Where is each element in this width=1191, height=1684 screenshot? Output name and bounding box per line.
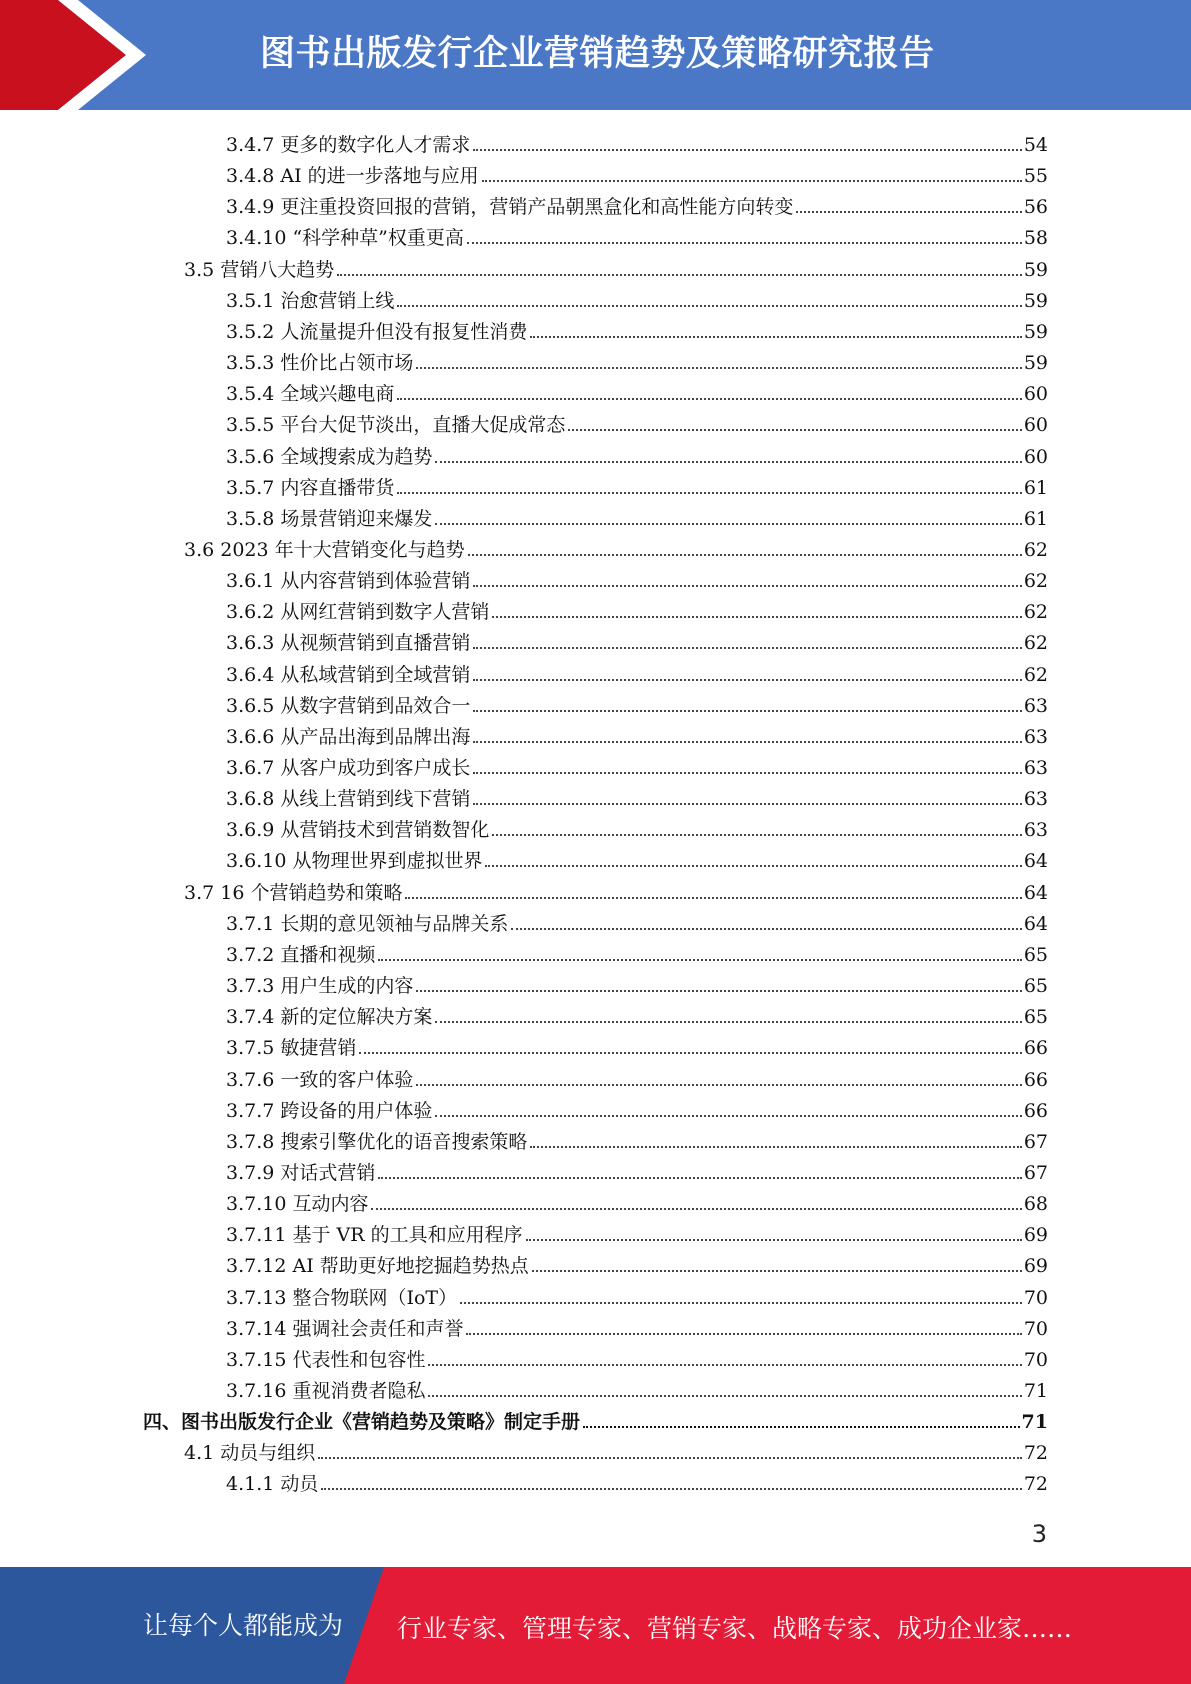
toc-entry[interactable]	[226, 1465, 1048, 1496]
toc-entry-page: 59	[1023, 352, 1048, 374]
toc-entry[interactable]	[184, 874, 1048, 905]
toc-entry-page: 70	[1023, 1349, 1048, 1371]
toc-entry-title: 3.6.8 从线上营销到线下营销	[226, 788, 471, 810]
dot-leader	[473, 585, 1021, 587]
dot-leader	[473, 647, 1021, 649]
toc-entry-title: 3.7.3 用户生成的内容	[226, 975, 414, 997]
toc-entry[interactable]	[226, 1061, 1048, 1092]
toc-entry-title: 3.5.3 性价比占领市场	[226, 352, 414, 374]
toc-entry-page: 59	[1023, 259, 1048, 281]
toc-entry[interactable]	[226, 375, 1048, 406]
toc-entry-title: 3.7.1 长期的意见领袖与品牌关系	[226, 913, 509, 935]
toc-entry-title: 3.7.12 AI 帮助更好地挖掘趋势热点	[226, 1255, 529, 1277]
toc-entry-page: 65	[1023, 975, 1048, 997]
dot-leader	[405, 897, 1021, 899]
dot-leader	[428, 1395, 1021, 1397]
page-header	[0, 0, 1191, 110]
toc-entry-title: 3.4.9 更注重投资回报的营销，营销产品朝黑盒化和高性能方向转变	[226, 196, 794, 218]
toc-entry-page: 72	[1023, 1473, 1048, 1495]
toc-entry-page: 55	[1023, 165, 1048, 187]
dot-leader	[511, 928, 1021, 930]
toc-entry-page: 66	[1023, 1100, 1048, 1122]
page-footer	[0, 1567, 1191, 1684]
toc-entry-page: 62	[1023, 570, 1048, 592]
dot-leader	[460, 1302, 1022, 1304]
dot-leader	[796, 211, 1021, 213]
dot-leader	[473, 741, 1021, 743]
dot-leader	[378, 1177, 1021, 1179]
toc-entry-title: 3.6.3 从视频营销到直播营销	[226, 632, 471, 654]
dot-leader	[397, 305, 1021, 307]
dot-leader	[568, 429, 1021, 431]
toc-entry-title: 3.4.8 AI 的进一步落地与应用	[226, 165, 479, 187]
toc-entry[interactable]	[226, 1372, 1048, 1403]
toc-entry-page: 63	[1023, 757, 1048, 779]
toc-entry-page: 70	[1023, 1287, 1048, 1309]
toc-entry[interactable]	[226, 500, 1048, 531]
toc-entry-title: 3.6.6 从产品出海到品牌出海	[226, 726, 471, 748]
toc-entry[interactable]	[226, 1247, 1048, 1278]
dot-leader	[467, 242, 1022, 244]
toc-entry-title: 3.7.7 跨设备的用户体验	[226, 1100, 433, 1122]
dot-leader	[371, 1208, 1021, 1210]
toc-entry-title: 3.7.15 代表性和包容性	[226, 1349, 426, 1371]
toc-entry[interactable]	[226, 438, 1048, 469]
toc-entry-page: 70	[1023, 1318, 1048, 1340]
toc-entry-title: 3.6.1 从内容营销到体验营销	[226, 570, 471, 592]
dot-leader	[583, 1426, 1020, 1428]
toc-entry-title: 3.5.4 全域兴趣电商	[226, 383, 395, 405]
toc-entry-title: 3.6.5 从数字营销到品效合一	[226, 695, 471, 717]
toc-entry-page: 61	[1023, 477, 1048, 499]
toc-entry[interactable]	[226, 313, 1048, 344]
toc-entry[interactable]	[226, 1341, 1048, 1372]
dot-leader	[473, 803, 1021, 805]
toc-entry-title: 3.6 2023 年十大营销变化与趋势	[184, 539, 465, 561]
dot-leader	[435, 523, 1021, 525]
toc-entry-page: 59	[1023, 321, 1048, 343]
toc-entry[interactable]	[226, 842, 1048, 873]
toc-entry-title: 4.1.1 动员	[226, 1473, 319, 1495]
toc-entry-page: 54	[1023, 134, 1048, 156]
toc-entry-page: 69	[1023, 1255, 1048, 1277]
toc-entry-page: 62	[1023, 664, 1048, 686]
dot-leader	[416, 990, 1021, 992]
dot-leader	[428, 1364, 1021, 1366]
toc-entry-page: 58	[1023, 227, 1048, 249]
toc-entry-title: 3.4.10 “科学种草”权重更高	[226, 227, 464, 249]
toc-entry[interactable]	[184, 531, 1048, 562]
toc-entry-title: 3.7.11 基于 VR 的工具和应用程序	[226, 1224, 523, 1246]
toc-entry-title: 四、图书出版发行企业《营销趋势及策略》制定手册	[143, 1411, 581, 1433]
dot-leader	[337, 274, 1022, 276]
toc-entry-page: 67	[1023, 1162, 1048, 1184]
dot-leader	[473, 710, 1021, 712]
toc-entry-title: 3.7.8 搜索引擎优化的语音搜索策略	[226, 1131, 528, 1153]
toc-entry[interactable]	[226, 780, 1048, 811]
toc-entry-page: 71	[1021, 1411, 1048, 1433]
toc-entry-title: 3.7.16 重视消费者隐私	[226, 1380, 426, 1402]
toc-entry-title: 3.5.6 全域搜索成为趋势	[226, 446, 433, 468]
toc-entry[interactable]	[226, 1154, 1048, 1185]
toc-entry[interactable]	[226, 126, 1048, 157]
dot-leader	[321, 1488, 1021, 1490]
dot-leader	[530, 336, 1021, 338]
footer-roles: 行业专家、管理专家、营销专家、战略专家、成功企业家……	[397, 1614, 1073, 1643]
dot-leader	[492, 616, 1021, 618]
dot-leader	[532, 1270, 1022, 1272]
toc-entry[interactable]	[184, 251, 1048, 282]
toc-entry-title: 3.5.2 人流量提升但没有报复性消费	[226, 321, 528, 343]
toc-entry-title: 3.6.10 从物理世界到虚拟世界	[226, 850, 483, 872]
dot-leader	[466, 1333, 1021, 1335]
toc-entry-page: 62	[1023, 601, 1048, 623]
chevron-arrow-icon	[0, 0, 160, 110]
dot-leader	[473, 149, 1021, 151]
toc-entry[interactable]	[226, 1092, 1048, 1123]
toc-entry[interactable]	[226, 967, 1048, 998]
toc-entry-title: 3.7.5 敏捷营销	[226, 1037, 357, 1059]
toc-entry[interactable]	[184, 1434, 1048, 1465]
toc-entry-title: 3.5.1 治愈营销上线	[226, 290, 395, 312]
toc-entry-page: 62	[1023, 632, 1048, 654]
toc-entry[interactable]	[226, 936, 1048, 967]
dot-leader	[485, 865, 1021, 867]
toc-entry-title: 4.1 动员与组织	[184, 1442, 316, 1464]
dot-leader	[416, 1084, 1021, 1086]
dot-leader	[473, 772, 1021, 774]
toc-entry-page: 67	[1023, 1131, 1048, 1153]
toc-entry[interactable]	[226, 469, 1048, 500]
toc-entry-page: 64	[1023, 913, 1048, 935]
toc-entry[interactable]	[226, 718, 1048, 749]
toc-entry-page: 68	[1023, 1193, 1048, 1215]
toc-entry-page: 60	[1023, 414, 1048, 436]
toc-entry-title: 3.5.7 内容直播带货	[226, 477, 395, 499]
dot-leader	[468, 554, 1022, 556]
toc-entry-page: 66	[1023, 1037, 1048, 1059]
dot-leader	[435, 1021, 1021, 1023]
toc-entry-title: 3.7.2 直播和视频	[226, 944, 376, 966]
dot-leader	[397, 398, 1021, 400]
toc-entry-page: 63	[1023, 726, 1048, 748]
toc-entry-page: 60	[1023, 383, 1048, 405]
toc-entry[interactable]	[143, 1403, 1048, 1434]
toc-entry-page: 64	[1023, 850, 1048, 872]
toc-entry-title: 3.5.8 场景营销迎来爆发	[226, 508, 433, 530]
dot-leader	[397, 492, 1021, 494]
toc-entry[interactable]	[226, 219, 1048, 250]
toc-entry-page: 63	[1023, 788, 1048, 810]
dot-leader	[435, 1115, 1021, 1117]
toc-entry-page: 71	[1023, 1380, 1048, 1402]
toc-entry-page: 72	[1023, 1442, 1048, 1464]
toc-entry[interactable]	[226, 344, 1048, 375]
toc-entry-page: 56	[1023, 196, 1048, 218]
toc-entry[interactable]	[226, 687, 1048, 718]
toc-entry-title: 3.7.9 对话式营销	[226, 1162, 376, 1184]
toc-entry-title: 3.7.13 整合物联网（IoT）	[226, 1287, 458, 1309]
toc-entry-page: 63	[1023, 819, 1048, 841]
dot-leader	[318, 1457, 1022, 1459]
dot-leader	[416, 367, 1021, 369]
dot-leader	[530, 1146, 1021, 1148]
dot-leader	[473, 679, 1021, 681]
dot-leader	[482, 180, 1022, 182]
toc-entry-title: 3.5.5 平台大促节淡出，直播大促成常态	[226, 414, 566, 436]
toc-entry[interactable]	[226, 1216, 1048, 1247]
toc-entry[interactable]	[226, 593, 1048, 624]
toc-entry[interactable]	[226, 1310, 1048, 1341]
dot-leader	[435, 461, 1021, 463]
dot-leader	[492, 834, 1021, 836]
toc-entry[interactable]	[226, 1279, 1048, 1310]
toc-entry[interactable]	[226, 1185, 1048, 1216]
toc-entry[interactable]	[226, 406, 1048, 437]
toc-entry-page: 62	[1023, 539, 1048, 561]
toc-entry-page: 69	[1023, 1224, 1048, 1246]
toc-entry-page: 65	[1023, 1006, 1048, 1028]
toc-entry[interactable]	[226, 157, 1048, 188]
toc-entry-page: 63	[1023, 695, 1048, 717]
toc-entry[interactable]	[226, 562, 1048, 593]
toc-entry[interactable]	[226, 905, 1048, 936]
toc-entry-title: 3.7 16 个营销趋势和策略	[184, 882, 403, 904]
dot-leader	[526, 1239, 1022, 1241]
toc-entry-page: 60	[1023, 446, 1048, 468]
toc-entry[interactable]	[226, 811, 1048, 842]
toc-entry-title: 3.4.7 更多的数字化人才需求	[226, 134, 471, 156]
toc-entry[interactable]	[226, 1123, 1048, 1154]
toc-entry-page: 66	[1023, 1069, 1048, 1091]
toc-entry[interactable]	[226, 624, 1048, 655]
toc-entry[interactable]	[226, 749, 1048, 780]
toc-entry[interactable]	[226, 998, 1048, 1029]
toc-entry-title: 3.7.14 强调社会责任和声誉	[226, 1318, 464, 1340]
footer-slogan: 让每个人都能成为	[143, 1611, 344, 1640]
page-number: 3	[1031, 1520, 1047, 1548]
report-title: 图书出版发行企业营销趋势及策略研究报告	[260, 34, 935, 74]
toc-entry-title: 3.7.10 互动内容	[226, 1193, 369, 1215]
toc-entry[interactable]	[226, 656, 1048, 687]
toc-entry-page: 64	[1023, 882, 1048, 904]
toc-entry-title: 3.6.9 从营销技术到营销数智化	[226, 819, 490, 841]
toc-entry-title: 3.6.4 从私域营销到全域营销	[226, 664, 471, 686]
toc-entry[interactable]	[226, 188, 1048, 219]
toc-entry-title: 3.6.2 从网红营销到数字人营销	[226, 601, 490, 623]
dot-leader	[359, 1052, 1021, 1054]
toc-entry-title: 3.6.7 从客户成功到客户成长	[226, 757, 471, 779]
toc-entry[interactable]	[226, 282, 1048, 313]
toc-entry-page: 59	[1023, 290, 1048, 312]
toc-entry[interactable]	[226, 1029, 1048, 1060]
toc-entry-page: 65	[1023, 944, 1048, 966]
dot-leader	[378, 959, 1021, 961]
toc-entry-title: 3.5 营销八大趋势	[184, 259, 335, 281]
toc-entry-title: 3.7.6 一致的客户体验	[226, 1069, 414, 1091]
toc-entry-title: 3.7.4 新的定位解决方案	[226, 1006, 433, 1028]
toc-entry-page: 61	[1023, 508, 1048, 530]
